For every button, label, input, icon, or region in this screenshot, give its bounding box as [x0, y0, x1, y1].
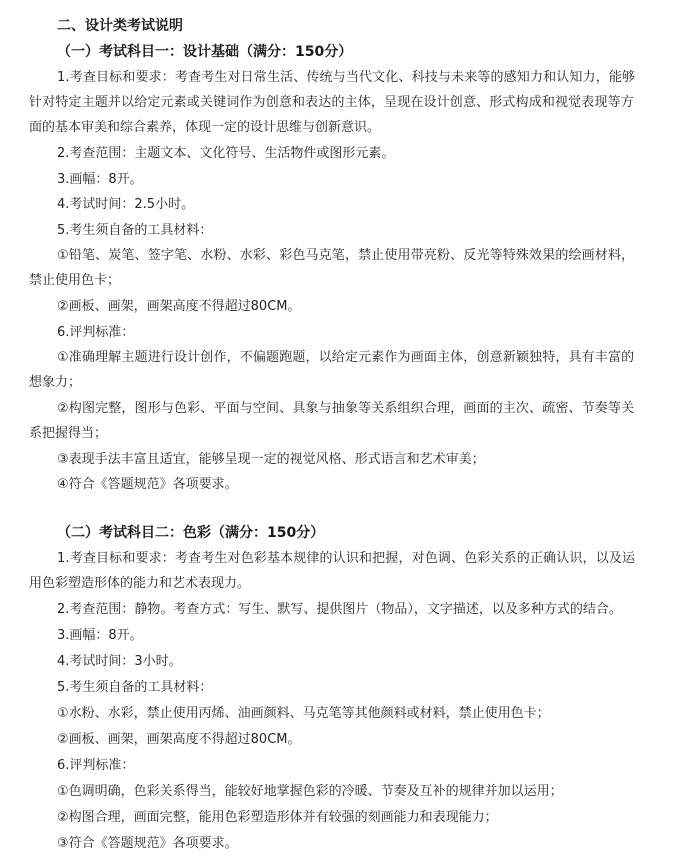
subject1-tools-title: 5.考生须自备的工具材料：	[57, 223, 213, 238]
subject2-goal-line1: 1.考查目标和要求：考查考生对色彩基本规律的认识和把握，对色调、色彩关系的正确认识，以及运	[57, 551, 636, 566]
subject1-time: 4.考试时间：2.5小时。	[57, 197, 195, 212]
subject1-goal-line3: 面的基本审美和综合素养，体现一定的设计思维与创新意识。	[29, 120, 381, 135]
subject1-tool1-line2: 禁止使用色卡；	[29, 273, 121, 288]
subject2-title: （二）考试科目二：色彩（满分：150分）	[57, 525, 325, 541]
subject2-crit3: ③符合《答题规范》各项要求。	[57, 836, 238, 851]
subject2-tools-title: 5.考生须自备的工具材料：	[57, 680, 213, 695]
subject2-time: 4.考试时间：3小时。	[57, 654, 182, 669]
subject2-scope: 2.考查范围：静物。考查方式：写生、默写、提供图片（物品），文字描述，以及多种方式的结合。	[57, 602, 622, 617]
subject2-goal-line2: 用色彩塑造形体的能力和艺术表现力。	[29, 576, 251, 591]
subject1-crit4: ④符合《答题规范》各项要求。	[57, 477, 238, 492]
subject2-crit1: ①色调明确，色彩关系得当，能较好地掌握色彩的冷暖、节奏及互补的规律并加以运用；	[57, 784, 563, 799]
subject1-crit2-line1: ②构图完整，图形与色彩、平面与空间、具象与抽象等关系组织合理，画面的主次、疏密、节奏等关	[57, 401, 635, 416]
subject1-size: 3.画幅：8开。	[57, 172, 143, 187]
subject2-criteria-title: 6.评判标准：	[57, 758, 135, 773]
section-title: 二、设计类考试说明	[57, 18, 183, 34]
subject2-size: 3.画幅：8开。	[57, 628, 143, 643]
subject2-tool1: ①水粉、水彩，禁止使用丙烯、油画颜料、马克笔等其他颜料或材料，禁止使用色卡；	[57, 706, 550, 721]
subject1-crit1-line2: 想象力；	[29, 375, 82, 390]
subject2-tool2: ②画板、画架，画架高度不得超过80CM。	[57, 732, 301, 747]
subject1-crit2-line2: 系把握得当；	[29, 426, 108, 441]
subject2-crit2: ②构图合理，画面完整，能用色彩塑造形体并有较强的刻画能力和表现能力；	[57, 810, 498, 825]
subject1-crit3: ③表现手法丰富且适宜，能够呈现一定的视觉风格、形式语言和艺术审美；	[57, 452, 485, 467]
subject1-tool1-line1: ①铅笔、炭笔、签字笔、水粉、水彩、彩色马克笔，禁止使用带亮粉、反光等特殊效果的绘画材料，	[57, 248, 635, 263]
subject1-tool2: ②画板、画架，画架高度不得超过80CM。	[57, 299, 301, 314]
subject1-title: （一）考试科目一：设计基础（满分：150分）	[57, 44, 353, 60]
subject1-goal-line1: 1.考查目标和要求：考查考生对日常生活、传统与当代文化、科技与未来等的感知力和认知力，能够	[57, 70, 636, 85]
subject1-goal-line2: 针对特定主题并以给定元素或关键词作为创意和表达的主体，呈现在设计创意、形式构成和视觉表现等方	[29, 95, 634, 110]
subject1-scope: 2.考查范围：主题文本、文化符号、生活物件或图形元素。	[57, 146, 395, 161]
subject1-criteria-title: 6.评判标准：	[57, 325, 135, 340]
subject1-crit1-line1: ①准确理解主题进行设计创作，不偏题跑题，以给定元素作为画面主体，创意新颖独特，具有丰富的	[57, 350, 635, 365]
